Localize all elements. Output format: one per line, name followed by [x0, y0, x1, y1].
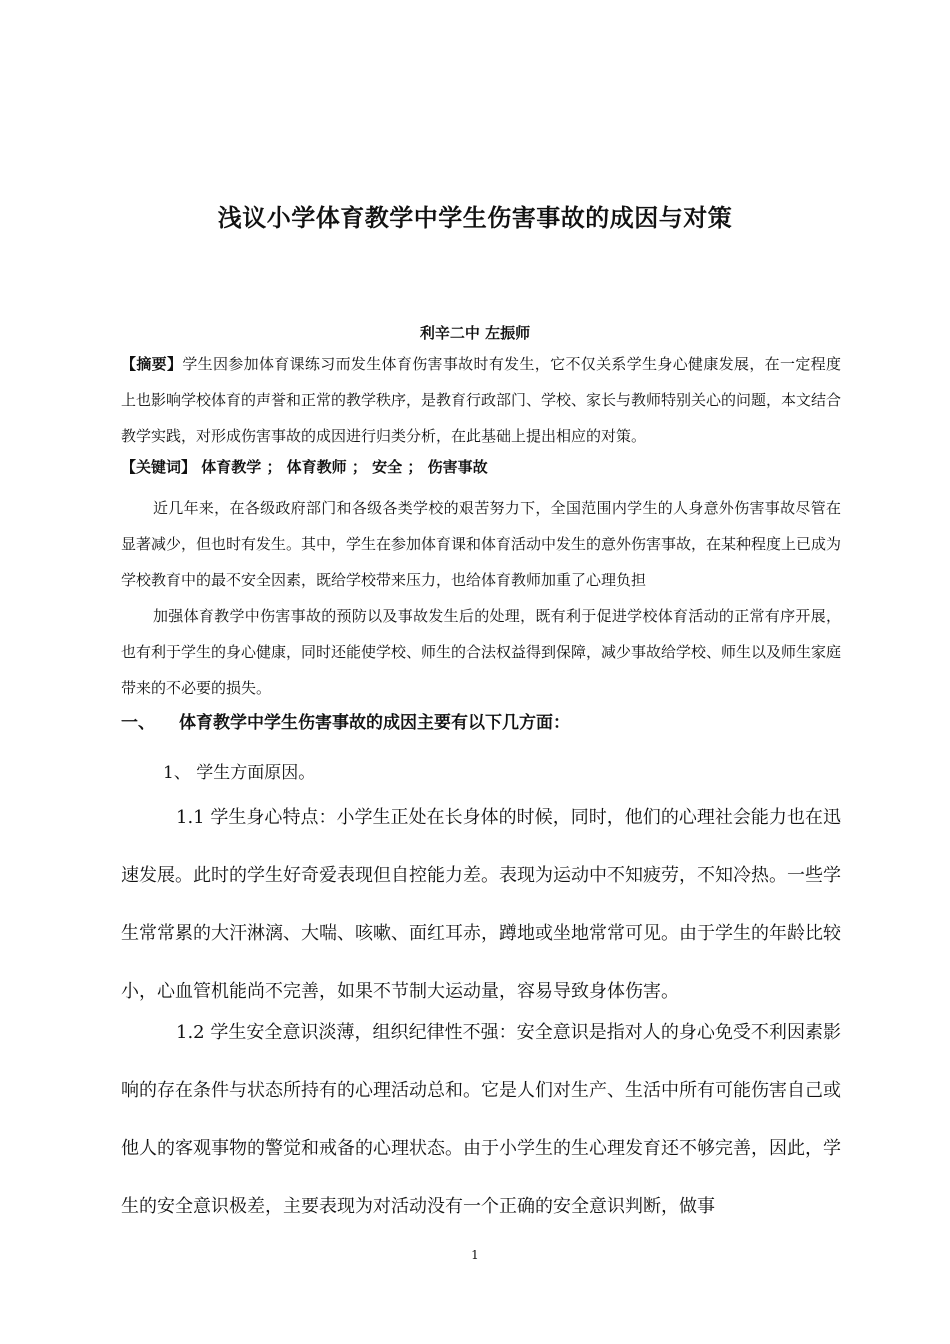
abstract-paragraph — [121, 346, 841, 454]
author-line: 利辛二中 左振师 — [419, 324, 531, 342]
paragraph-1-1: 1.1 学生身心特点：小学生正处在长身体的时候，同时，他们的心理社会能力也在迅速发展。此时的学生好奇爱表现但自控能力差。表现为运动中不知疲劳，不知冷热。一些学生常常累的大汗淋漓、大喘、咳嗽、面红耳赤，蹲地或坐地常常可见。由于学生的年龄比较小，心血管机能尚不完善，如果不节制大运动量，容易导致身体伤害。 — [121, 807, 841, 1002]
page-title: 浅议小学体育教学中学生伤害事故的成因与对策 — [217, 204, 733, 232]
subsection-heading: 1、 学生方面原因。 — [163, 763, 316, 783]
section-heading-text: 体育教学中学生伤害事故的成因主要有以下几方面： — [179, 713, 570, 733]
page-number: 1 — [471, 1248, 479, 1262]
section-heading — [121, 708, 570, 733]
keywords-text: 体育教学 ； 体育教师 ； 安全 ； 伤害事故 — [196, 458, 488, 476]
abstract-label: 【摘要】 — [121, 355, 183, 373]
intro-paragraph-2: 加强体育教学中伤害事故的预防以及事故发生后的处理，既有利于促进学校体育活动的正常有序开展，也有利于学生的身心健康，同时还能使学校、师生的合法权益得到保障，减少事故给学校、师生以及师生家庭带来的不必要的损失。 — [121, 607, 842, 697]
section-number: 一、 — [121, 713, 155, 733]
keywords-label: 【关键词】 — [121, 458, 197, 476]
abstract-text: 学生因参加体育课练习而发生体育伤害事故时有发生，它不仅关系学生身心健康发展，在一定程度上也影响学校体育的声誉和正常的教学秩序，是教育行政部门、学校、家长与教师特别关心的问题，本文结合教学实践，对形成伤害事故的成因进行归类分析，在此基础上提出相应的对策。 — [121, 355, 842, 445]
paragraph-1-2: 1.2 学生安全意识淡薄，组织纪律性不强：安全意识是指对人的身心免受不利因素影响的存在条件与状态所持有的心理活动总和。它是人们对生产、生活中所有可能伤害自己或他人的客观事物的警觉和戒备的心理状态。由于小学生的生心理发育还不够完善，因此，学生的安全意识极差，主要表现为对活动没有一个正确的安全意识判断，做事 — [121, 1022, 841, 1217]
keywords-line — [121, 456, 841, 478]
intro-paragraph-1: 近几年来，在各级政府部门和各级各类学校的艰苦努力下，全国范围内学生的人身意外伤害事故尽管在显著减少，但也时有发生。其中，学生在参加体育课和体育活动中发生的意外伤害事故，在某种程度上已成为学校教育中的最不安全因素，既给学校带来压力，也给体育教师加重了心理负担 — [121, 499, 842, 589]
